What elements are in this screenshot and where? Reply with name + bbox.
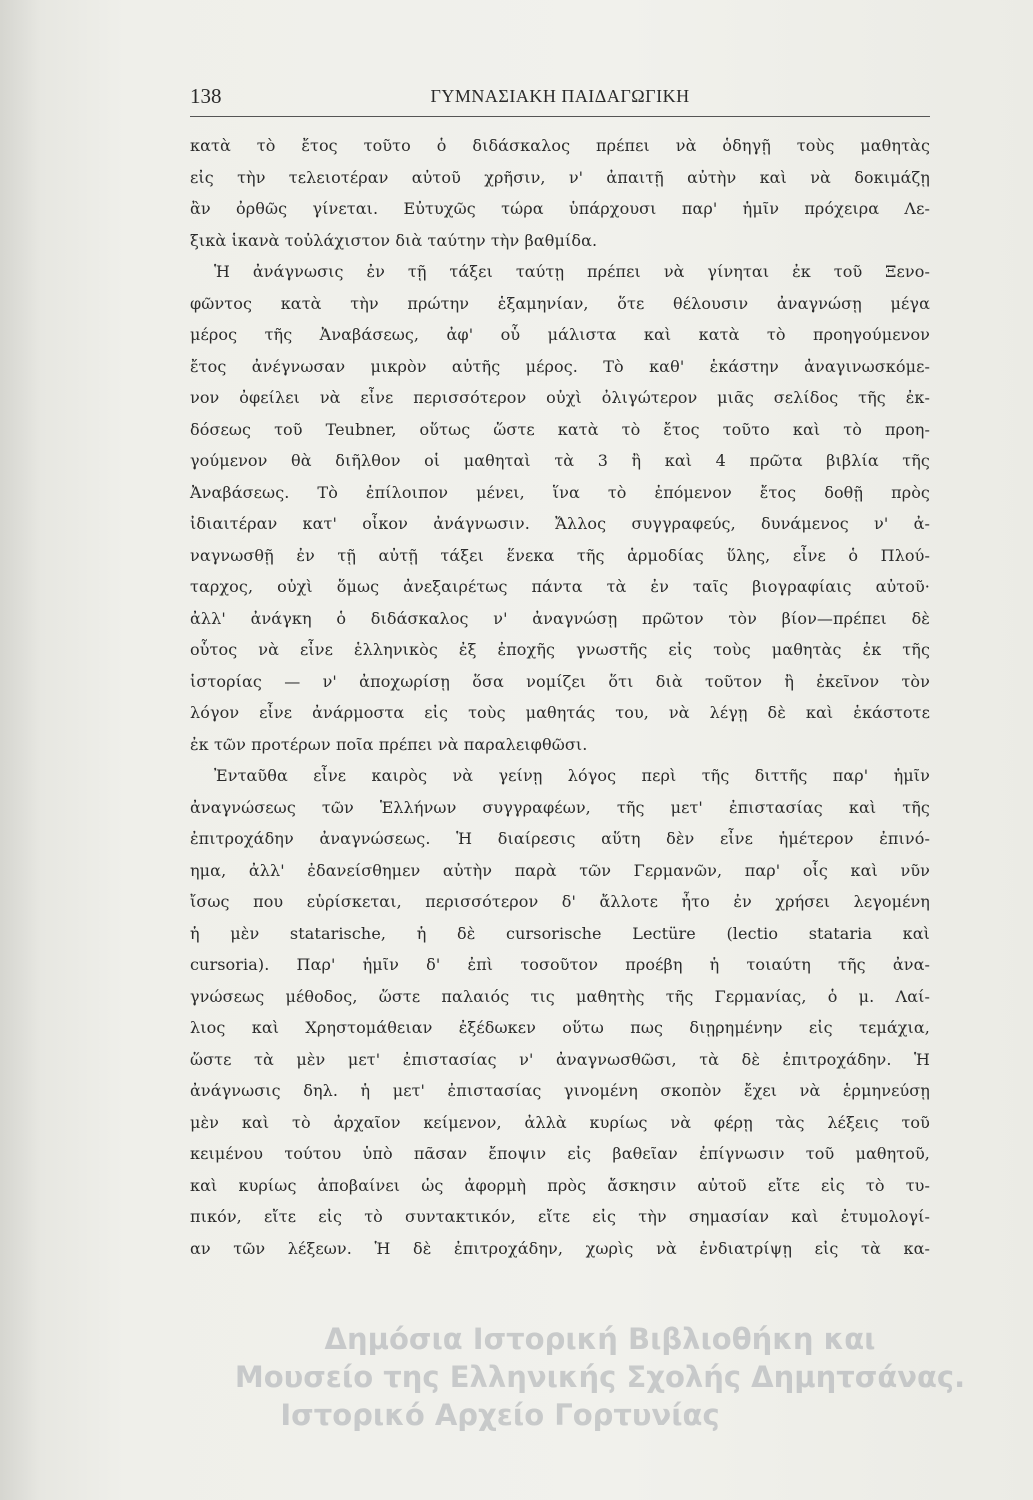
text-line: μὲν καὶ τὸ ἀρχαῖον κείμενον, ἀλλὰ κυρίως νὰ φέρῃ τὰς λέξεις τοῦ (190, 1112, 930, 1132)
text-line: ἂν ὀρθῶς γίνεται. Εὐτυχῶς τώρα ὑπάρχουσι παρ' ἡμῖν πρόχειρα Λε- (190, 199, 930, 218)
text-line: ἴσως που εὑρίσκεται, περισσότερον δ' ἄλλοτε ἦτο ἐν χρήσει λεγομένη (190, 892, 930, 911)
page-header (190, 84, 930, 117)
text-line: ἀναγνώσεως τῶν Ἑλλήνων συγγραφέων, τῆς μετ' ἐπιστασίας καὶ τῆς (190, 797, 930, 817)
text-line: Ἐνταῦθα εἶνε καιρὸς νὰ γείνῃ λόγος περὶ τῆς διττῆς παρ' ἡμῖν (214, 766, 930, 785)
text-line: ξικὰ ἱκανὰ τοὐλάχιστον διὰ ταύτην τὴν βαθμίδα. (190, 230, 598, 250)
text-line: κατὰ τὸ ἔτος τοῦτο ὁ διδάσκαλος πρέπει νὰ ὁδηγῇ τοὺς μαθητὰς (190, 136, 930, 155)
text-line: καὶ κυρίως ἀποβαίνει ὡς ἀφορμὴ πρὸς ἄσκησιν αὐτοῦ εἴτε εἰς τὸ τυ- (190, 1175, 930, 1195)
text-line: ἔτος ἀνέγνωσαν μικρὸν αὐτῆς μέρος. Τὸ καθ' ἑκάστην ἀναγινωσκόμε- (190, 356, 930, 376)
text-line: γούμενον θὰ διῆλθον οἱ μαθηταὶ τὰ 3 ἢ καὶ 4 πρῶτα βιβλία τῆς (190, 451, 930, 470)
watermark-line-1: Δημόσια Ιστορική Βιβλιοθήκη και (324, 1322, 876, 1356)
text-line: κειμένου τούτου ὑπὸ πᾶσαν ἔποψιν εἰς βαθεῖαν ἐπίγνωσιν τοῦ μαθητοῦ, (190, 1144, 930, 1163)
page-gutter-shadow (0, 0, 40, 1500)
text-line: αν τῶν λέξεων. Ἡ δὲ ἐπιτροχάδην, χωρὶς νὰ ἐνδιατρίψῃ εἰς τὰ κα- (190, 1238, 930, 1258)
watermark-line-3: Ιστορικό Αρχείο Γορτυνίας (280, 1398, 720, 1432)
text-line: ἐπιτροχάδην ἀναγνώσεως. Ἡ διαίρεσις αὕτη δὲν εἶνε ἡμέτερον ἐπινό- (190, 829, 930, 848)
text-line: ημα, ἀλλ' ἐδανείσθημεν αὐτὴν παρὰ τῶν Γερμανῶν, παρ' οἷς καὶ νῦν (190, 860, 930, 880)
text-line: πικόν, εἴτε εἰς τὸ συντακτικόν, εἴτε εἰς τὴν σημασίαν καὶ ἐτυμολογί- (190, 1207, 930, 1226)
text-line: μέρος τῆς Ἀναβάσεως, ἀφ' οὗ μάλιστα καὶ κατὰ τὸ προηγούμενον (190, 325, 930, 344)
watermark-line-2: Μουσείο της Ελληνικής Σχολής Δημητσάνας. (234, 1360, 966, 1394)
text-line: εἰς τὴν τελειοτέραν αὐτοῦ χρῆσιν, ν' ἀπαιτῇ αὐτὴν καὶ νὰ δοκιμάζῃ (190, 167, 930, 187)
text-line: Ἀναβάσεως. Τὸ ἐπίλοιπον μένει, ἵνα τὸ ἑπόμενον ἔτος δοθῇ πρὸς (190, 482, 930, 502)
text-line: δόσεως τοῦ Teubner, οὕτως ὥστε κατὰ τὸ ἔτος τοῦτο καὶ τὸ προη- (190, 419, 930, 439)
text-line: γνώσεως μέθοδος, ὥστε παλαιός τις μαθητὴς τῆς Γερμανίας, ὁ μ. Λαί- (190, 986, 930, 1006)
text-line: οὗτος νὰ εἶνε ἑλληνικὸς ἐξ ἐποχῆς γνωστῆς εἰς τοὺς μαθητὰς ἐκ τῆς (190, 640, 930, 659)
text-line: φῶντος κατὰ τὴν πρώτην ἑξαμηνίαν, ὅτε θέλουσιν ἀναγνώσῃ μέγα (190, 293, 930, 313)
text-line: ἡ μὲν statarische, ἡ δὲ cursorische Lectüre (lectio stataria καὶ (190, 923, 930, 943)
text-line: ἐκ τῶν προτέρων ποῖα πρέπει νὰ παραλειφθῶσι. (190, 734, 588, 754)
running-title: ΓΥΜΝΑΣΙΑΚΗ ΠΑΙΔΑΓΩΓΙΚΗ (430, 86, 690, 106)
page-number: 138 (190, 84, 222, 108)
text-line: λόγον εἶνε ἀνάρμοστα εἰς τοὺς μαθητάς του, νὰ λέγῃ δὲ καὶ ἑκάστοτε (190, 703, 930, 722)
text-line: ταρχος, οὐχὶ ὅμως ἀνεξαιρέτως πάντα τὰ ἐν ταῖς βιογραφίαις αὐτοῦ· (190, 577, 930, 596)
text-line: ναγνωσθῇ ἐν τῇ αὐτῇ τάξει ἕνεκα τῆς ἁρμοδίας ὕλης, εἶνε ὁ Πλού- (190, 545, 930, 565)
text-line: ἰδιαιτέραν κατ' οἶκον ἀνάγνωσιν. Ἄλλος συγγραφεύς, δυνάμενος ν' ἀ- (190, 514, 930, 533)
body-text (190, 130, 930, 1264)
text-line: λιος καὶ Χρηστομάθειαν ἐξέδωκεν οὕτω πως διῃρημένην εἰς τεμάχια, (190, 1018, 930, 1037)
text-line: ὥστε τὰ μὲν μετ' ἐπιστασίας ν' ἀναγνωσθῶσι, τὰ δὲ ἐπιτροχάδην. Ἡ (190, 1049, 930, 1069)
text-line: νον ὀφείλει νὰ εἶνε περισσότερον οὐχὶ ὀλιγώτερον μιᾶς σελίδος τῆς ἐκ- (190, 388, 930, 407)
text-line: ἱστορίας — ν' ἀποχωρίσῃ ὅσα νομίζει ὅτι διὰ τοῦτον ἢ ἐκεῖνον τὸν (190, 671, 930, 691)
text-line: ἀλλ' ἀνάγκη ὁ διδάσκαλος ν' ἀναγνώσῃ πρῶτον τὸν βίον—πρέπει δὲ (190, 608, 930, 628)
text-line: ἀνάγνωσις δηλ. ἡ μετ' ἐπιστασίας γινομένη σκοπὸν ἔχει νὰ ἑρμηνεύσῃ (190, 1081, 930, 1100)
text-line: cursoria). Παρ' ἡμῖν δ' ἐπὶ τοσοῦτον προέβη ἡ τοιαύτη τῆς ἀνα- (190, 955, 930, 974)
text-line: Ἡ ἀνάγνωσις ἐν τῇ τάξει ταύτῃ πρέπει νὰ γίνηται ἐκ τοῦ Ξενο- (214, 262, 930, 281)
